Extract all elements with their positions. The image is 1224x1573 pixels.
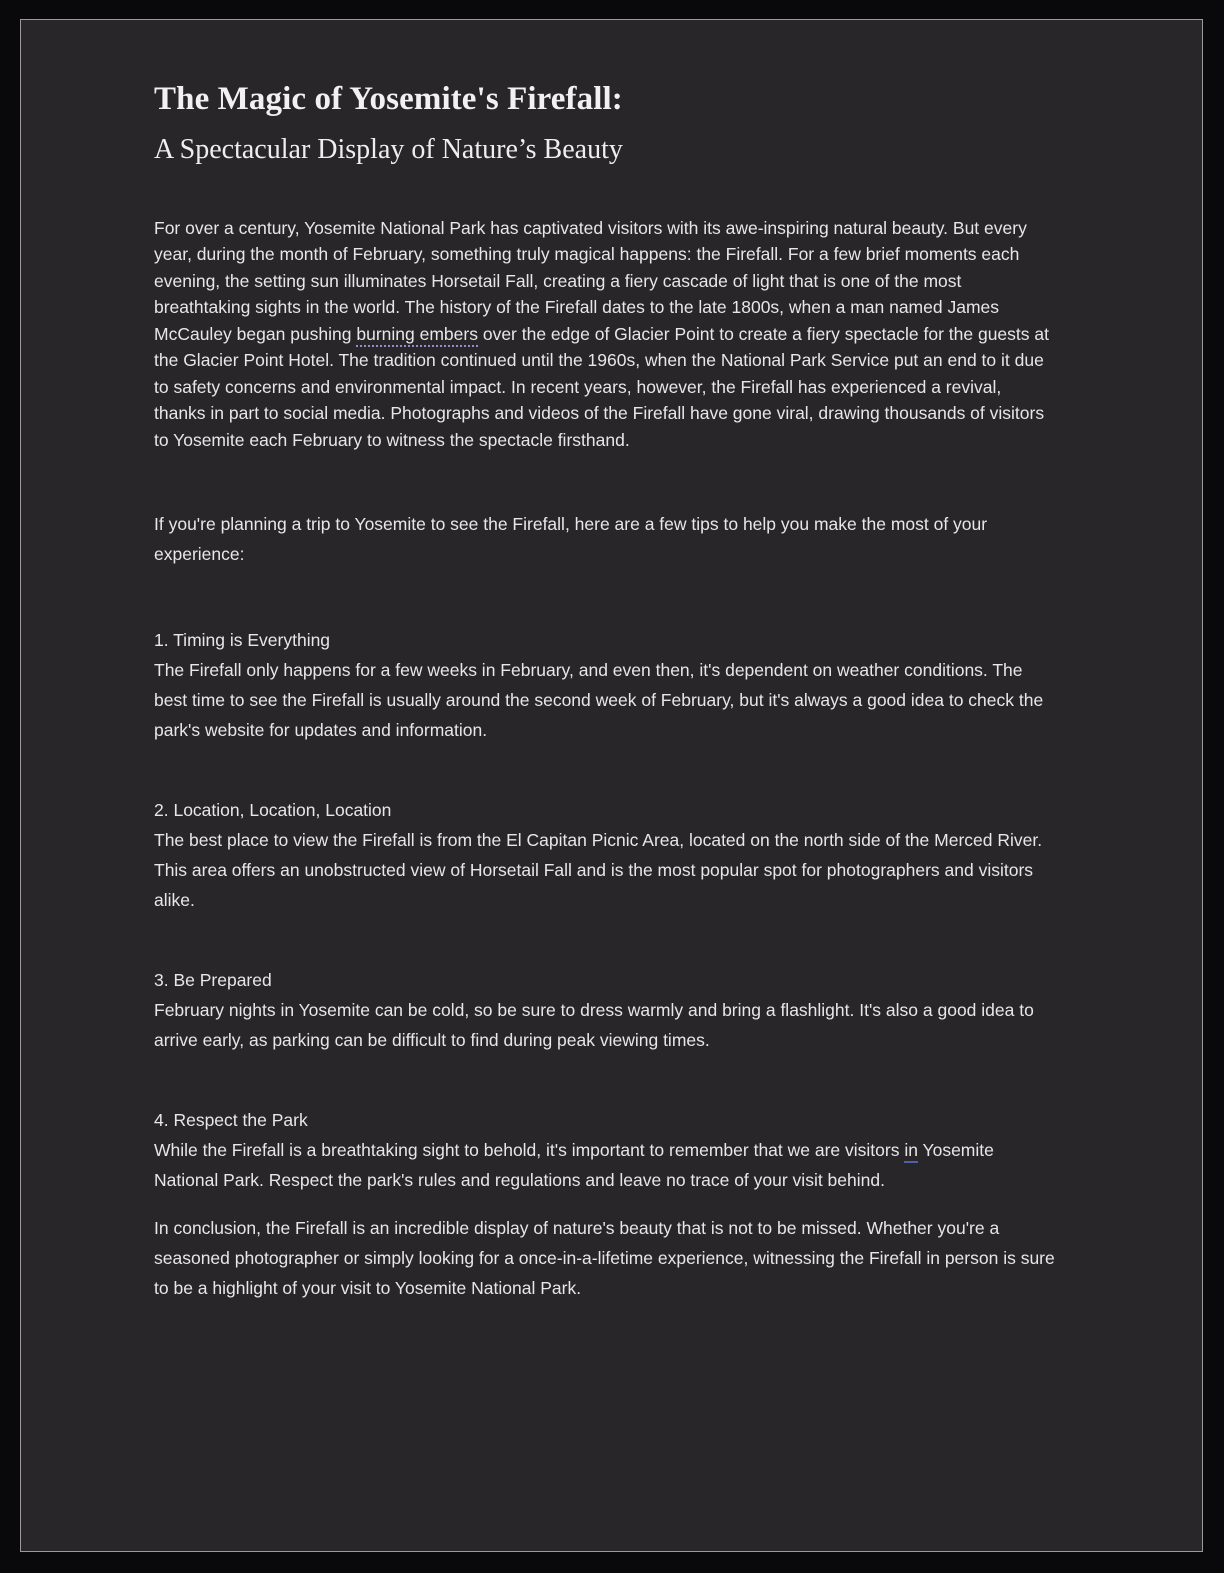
spacer xyxy=(154,569,1056,625)
conclusion-paragraph: In conclusion, the Firefall is an incredible display of nature's beauty that is not to be missed. Whether you're a seasoned photographer or simply looking for a once-in-a-lifetime experience, witnessing the Firefall in person is sure to be a highlight of your visit to Yosemite National Park. xyxy=(154,1218,1055,1299)
page-subtitle: A Spectacular Display of Nature’s Beauty xyxy=(154,133,623,165)
spacer xyxy=(154,745,1056,795)
intro-text-part-2: over the edge of Glacier Point to create a fiery spectacle for the guests at the Glacier Point Hotel. The tradition continued until the 1960s, when the National Park Service put an end to it due to safety concerns and environmental impact. In recent years, however, the Firefall has experienced a revival, thanks in part to social media. Photographs and videos of the Firefall have gone viral, drawing thousands of visitors to Yosemite each February to witness the spectacle firsthand. xyxy=(154,323,1049,450)
document-sheet xyxy=(20,19,1203,1552)
tip-section-4 xyxy=(154,1105,1056,1195)
burning-embers-annotation[interactable]: burning embers xyxy=(356,324,478,347)
intro-text-part-1: For over a century, Yosemite National Park has captivated visitors with its awe-inspiring natural beauty. But every year, during the month of February, something truly magical happens: the Firefall. For a few brief moments each evening, the setting sun illuminates Horsetail Fall, creating a fiery cascade of light that is one of the most breathtaking sights in the world. The history of the Firefall dates to the late 1800s, when a man named James McCauley began pushing xyxy=(154,217,1027,344)
spacer xyxy=(154,1195,1056,1213)
tip-body-1: The Firefall only happens for a few weeks in February, and even then, it's dependent on weather conditions. The best time to see the Firefall is usually around the second week of February, but it's always a good idea to check the park's website for updates and information. xyxy=(154,660,1044,741)
tip-heading-3: 3. Be Prepared xyxy=(154,970,272,991)
page-title: The Magic of Yosemite's Firefall: xyxy=(154,81,623,117)
tip-heading-4: 4. Respect the Park xyxy=(154,1110,308,1131)
spacer xyxy=(154,1055,1056,1105)
tip-body-2: The best place to view the Firefall is from the El Capitan Picnic Area, located on the north side of the Merced River. This area offers an unobstructed view of Horsetail Fall and is the most popular spot for photographers and visitors alike. xyxy=(154,830,1043,911)
document-body xyxy=(154,80,1056,1303)
intro-paragraph xyxy=(154,215,1056,454)
tip-section-1 xyxy=(154,625,1056,745)
tip-body-4 xyxy=(154,1135,1056,1195)
spacer xyxy=(154,453,1056,509)
tip-body-4-part-1: While the Firefall is a breathtaking sight to behold, it's important to remember that we are visitors xyxy=(154,1140,905,1161)
tip-section-2 xyxy=(154,795,1056,915)
tip-heading-2: 2. Location, Location, Location xyxy=(154,800,392,821)
tip-section-3 xyxy=(154,965,1056,1055)
in-link[interactable]: in xyxy=(904,1140,918,1163)
tip-heading-1: 1. Timing is Everything xyxy=(154,630,331,651)
tips-intro-paragraph: If you're planning a trip to Yosemite to see the Firefall, here are a few tips to help you make the most of your experience: xyxy=(154,514,988,565)
tip-body-4-part-2: Yosemite National Park. Respect the park's rules and regulations and leave no trace of your visit behind. xyxy=(154,1140,994,1191)
tip-body-3: February nights in Yosemite can be cold, so be sure to dress warmly and bring a flashlight. It's also a good idea to arrive early, as parking can be difficult to find during peak viewing times. xyxy=(154,1000,1034,1051)
spacer xyxy=(154,915,1056,965)
